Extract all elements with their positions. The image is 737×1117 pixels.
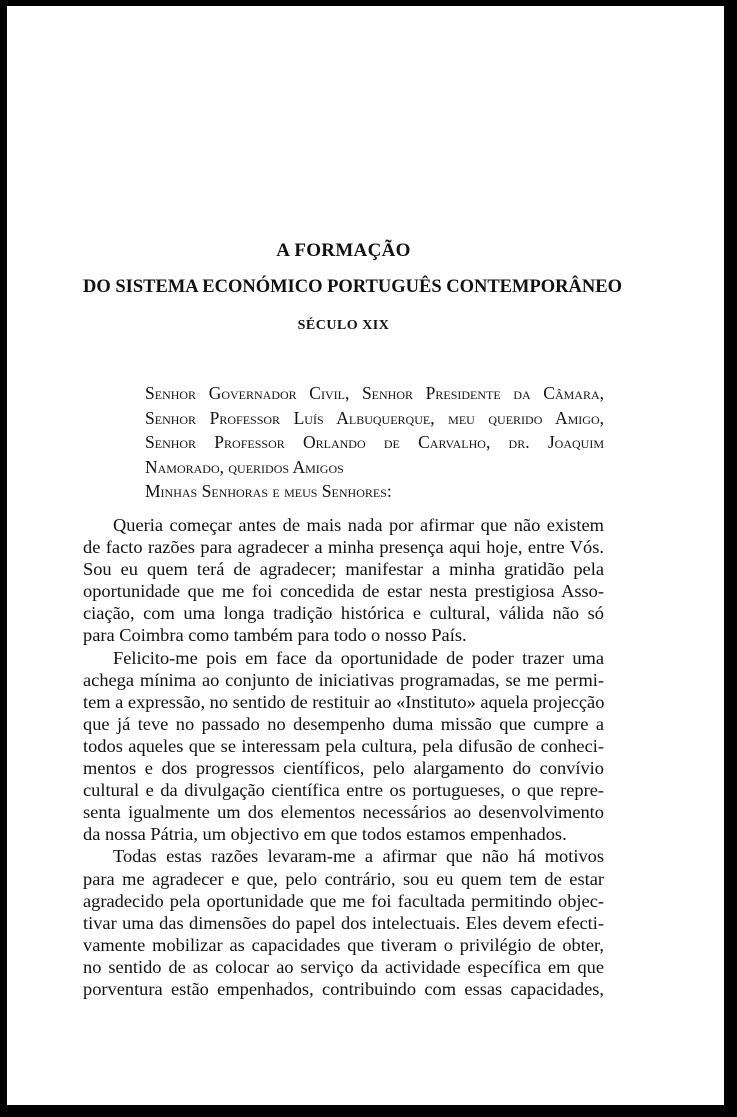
body-line: ciação, com uma longa tradição histórica e cultural, válida não só — [83, 603, 604, 624]
body-line: Felicito-me pois em face da oportunidade de poder trazer uma — [113, 647, 604, 668]
body-line: que já teve no passado no desempenho duma missão que cumpre a — [83, 713, 604, 734]
salutation-line: Senhor Professor Luís Albuquerque, meu querido Amigo, — [145, 407, 604, 428]
body-line: mentos e dos progressos científicos, pelo alargamento do convívio — [83, 758, 604, 779]
body-line: da nossa Pátria, um objectivo em que todos estamos empenhados. — [83, 824, 567, 845]
salutation — [145, 381, 604, 504]
body-line: agradecido pela oportunidade que me foi facultada permitindo objec- — [83, 890, 604, 911]
title-line-1: A FORMAÇÃO — [276, 240, 411, 261]
body-line: Todas estas razões levaram-me a afirmar que não há motivos — [113, 846, 604, 867]
body-line: todos aqueles que se interessam pela cultura, pela difusão de conheci- — [83, 735, 604, 756]
body-line: tem a expressão, no sentido de restituir ao «Instituto» aquela projecção — [83, 691, 605, 712]
body-line: Sou eu quem terá de agradecer; manifestar a minha gratidão pela — [83, 559, 604, 580]
title-line-2: DO SISTEMA ECONÓMICO PORTUGUÊS CONTEMPORÂNEO — [83, 277, 622, 297]
body-line: vamente mobilizar as capacidades que tiveram o privilégio de obter, — [83, 934, 604, 955]
body-line: achega mínima ao conjunto de iniciativas programadas, se me permi- — [83, 669, 604, 690]
body-line: para me agradecer e que, pelo contrário, sou eu quem tem de estar — [83, 868, 604, 889]
body-text — [83, 514, 604, 1000]
body-line: Queria começar antes de mais nada por afirmar que não existem — [113, 515, 604, 535]
body-line: cultural e da divulgação científica entre os portugueses, o que repre- — [83, 780, 604, 801]
body-line: senta igualmente um dos elementos necessários ao desenvolvimento — [83, 802, 604, 823]
body-line: oportunidade que me foi concedida de estar nesta prestigiosa Asso- — [83, 581, 604, 602]
body-line: de facto razões para agradecer a minha presença aqui hoje, entre Vós. — [83, 537, 604, 558]
salutation-line: Senhor Professor Orlando de Carvalho, dr. Joaquim — [145, 432, 604, 452]
body-line: para Coimbra como também para todo o nosso País. — [83, 625, 467, 646]
subtitle: SÉCULO XIX — [297, 318, 390, 333]
salutation-line: Namorado, queridos Amigos — [145, 456, 344, 477]
body-line: tivar uma das dimensões do papel dos intelectuais. Eles devem efecti- — [83, 912, 604, 933]
body-line: porventura estão empenhados, contribuindo com essas capacidades, — [83, 978, 604, 999]
salutation-line: Senhor Governador Civil, Senhor Presidente da Câmara, — [145, 383, 604, 403]
salutation-line: Minhas Senhoras e meus Senhores: — [145, 481, 392, 501]
body-line: no sentido de as colocar ao serviço da actividade específica em que — [83, 956, 604, 977]
document-page — [7, 6, 724, 1105]
